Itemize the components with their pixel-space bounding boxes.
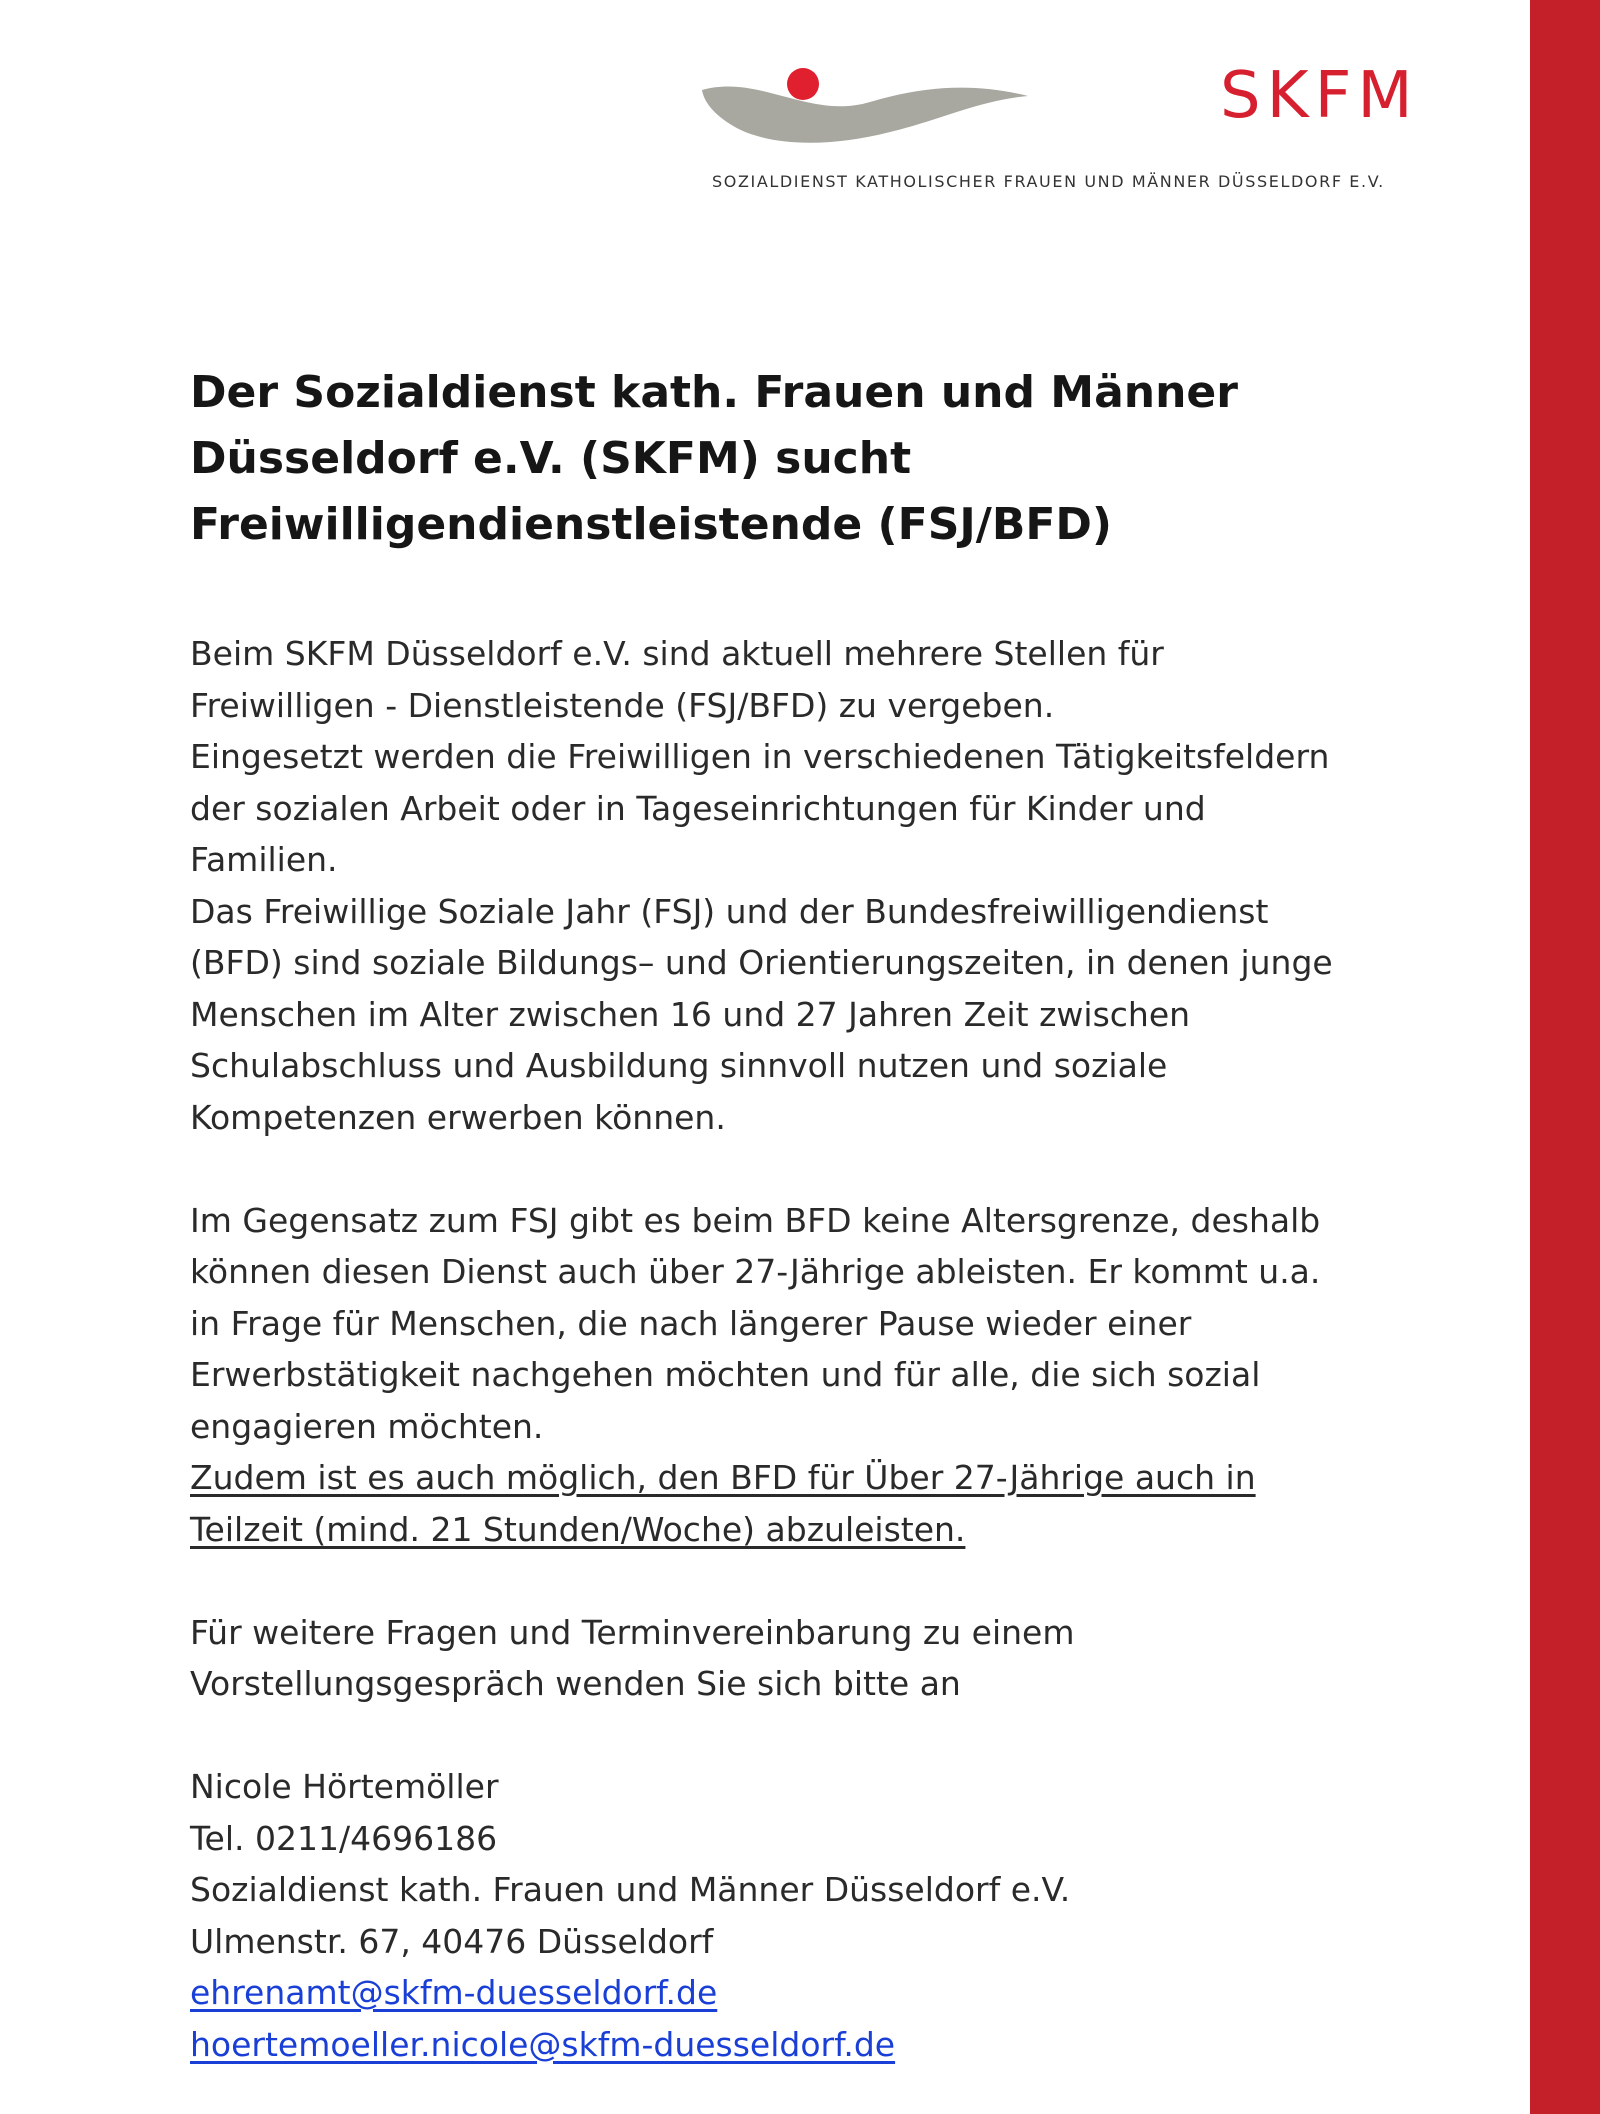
text-line: Im Gegensatz zum FSJ gibt es beim BFD keine Altersgrenze, deshalb (190, 1200, 1321, 1240)
contact-intro-paragraph (190, 1607, 1440, 1710)
logo-dot (787, 68, 819, 100)
text-line: Erwerbstätigkeit nachgehen möchten und für alle, die sich sozial (190, 1355, 1261, 1394)
text-line: Menschen im Alter zwischen 16 und 27 Jahren Zeit zwischen (190, 994, 1191, 1034)
intro-paragraph (190, 628, 1440, 1143)
text-line: in Frage für Menschen, die nach längerer Pause wieder einer (190, 1303, 1192, 1343)
text-line: Kompetenzen erwerben können. (190, 1097, 726, 1137)
text-line: Das Freiwillige Soziale Jahr (FSJ) und der Bundesfreiwilligendienst (190, 891, 1269, 931)
text-line: Familien. (190, 840, 338, 879)
contact-organization: Sozialdienst kath. Frauen und Männer Düsseldorf e.V. (190, 1870, 1071, 1909)
text-line: engagieren möchten. (190, 1406, 544, 1446)
title-line: Düsseldorf e.V. (SKFM) sucht (190, 433, 912, 484)
bfd-paragraph (190, 1195, 1440, 1556)
contact-address: Ulmenstr. 67, 40476 Düsseldorf (190, 1921, 714, 1961)
organization-tagline: SOZIALDIENST KATHOLISCHER FRAUEN UND MÄNNER DÜSSELDORF E.V. (712, 172, 1385, 191)
text-line: Eingesetzt werden die Freiwilligen in verschiedenen Tätigkeitsfeldern (190, 737, 1330, 776)
text-line: können diesen Dienst auch über 27-Jährige ableisten. Er kommt u.a. (190, 1252, 1321, 1291)
paragraph-gap (190, 1143, 1440, 1195)
email-link-hoertemoeller[interactable]: hoertemoeller.nicole@skfm-duesseldorf.de (190, 2024, 896, 2064)
text-line: Freiwilligen - Dienstleistende (FSJ/BFD) zu vergeben. (190, 685, 1055, 725)
text-line: (BFD) sind soziale Bildungs– und Orientierungszeiten, in denen junge (190, 943, 1333, 982)
underlined-text-line: Zudem ist es auch möglich, den BFD für Über 27-Jährige auch in (190, 1458, 1256, 1497)
contact-phone: Tel. 0211/4696186 (190, 1818, 498, 1858)
brand-wordmark: SKFM (1220, 59, 1419, 133)
underlined-text-line: Teilzeit (mind. 21 Stunden/Woche) abzuleisten. (190, 1509, 966, 1549)
email-link-ehrenamt[interactable]: ehrenamt@skfm-duesseldorf.de (190, 1973, 718, 2012)
text-line: Vorstellungsgespräch wenden Sie sich bitte an (190, 1664, 961, 1703)
text-line: Beim SKFM Düsseldorf e.V. sind aktuell mehrere Stellen für (190, 634, 1164, 673)
title-line: Freiwilligendienstleistende (FSJ/BFD) (190, 499, 1113, 550)
red-side-bar (1530, 0, 1600, 2114)
paragraph-gap (190, 1555, 1440, 1607)
text-line: Für weitere Fragen und Terminvereinbarung zu einem (190, 1612, 1075, 1652)
title-line: Der Sozialdienst kath. Frauen und Männer (190, 367, 1238, 418)
text-line: der sozialen Arbeit oder in Tageseinrichtungen für Kinder und (190, 788, 1206, 828)
page-title (190, 360, 1440, 558)
text-line: Schulabschluss und Ausbildung sinnvoll nutzen und soziale (190, 1046, 1168, 1085)
skfm-logo-mark (700, 62, 1030, 152)
job-posting (190, 360, 1440, 2070)
logo-swoosh (702, 87, 1028, 143)
contact-name: Nicole Hörtemöller (190, 1767, 499, 1806)
paragraph-gap (190, 1710, 1440, 1762)
posting-body (190, 628, 1440, 2070)
contact-block (190, 1761, 1440, 2070)
